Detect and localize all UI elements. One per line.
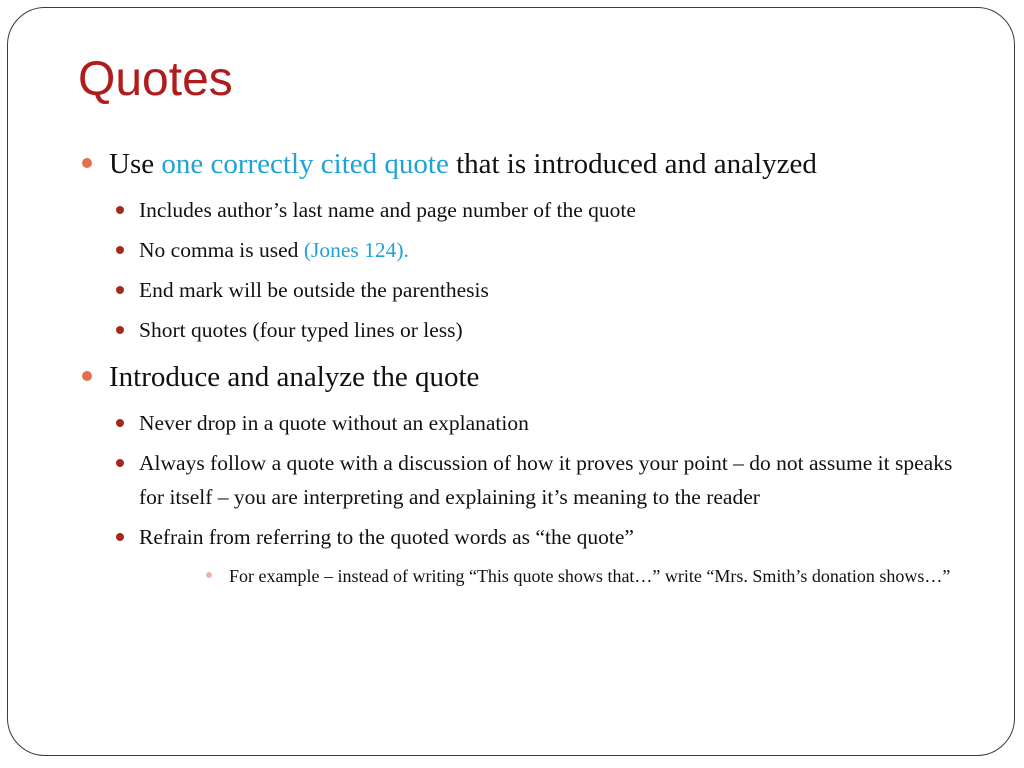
slide	[7, 7, 1015, 756]
citation-example: (Jones 124).	[303, 238, 409, 262]
bullet-text: Includes author’s last name and page number of the quote	[139, 198, 636, 222]
bullet-dot	[82, 158, 92, 168]
bullet-dot	[116, 246, 124, 254]
bullet-dot	[116, 459, 124, 467]
bullet-text: End mark will be outside the parenthesis	[139, 278, 489, 302]
bullet-text: Refrain from referring to the quoted words as “the quote”	[139, 525, 634, 549]
bullet-dot	[116, 419, 124, 427]
bullet-dot	[82, 371, 92, 381]
bullet-dot	[116, 206, 124, 214]
bullet-level2	[80, 193, 970, 227]
bullet-text-prefix: Use	[109, 148, 162, 180]
slide-content	[80, 146, 970, 602]
bullet-level2	[80, 273, 970, 307]
bullet-text: Never drop in a quote without an explanation	[139, 411, 529, 435]
bullet-level2	[80, 233, 970, 267]
bullet-highlight: one correctly cited quote	[161, 148, 449, 180]
bullet-text: Short quotes (four typed lines or less)	[139, 318, 463, 342]
bullet-text: No comma is used	[139, 238, 304, 262]
bullet-dot	[116, 533, 124, 541]
bullet-level2	[80, 406, 970, 440]
bullet-level2	[80, 520, 970, 590]
bullet-level1	[80, 359, 970, 395]
bullet-level2	[80, 313, 970, 347]
bullet-level1	[80, 146, 970, 182]
bullet-dot	[116, 326, 124, 334]
bullet-dot	[206, 572, 212, 578]
sub-bullets	[80, 406, 970, 590]
bullet-level2	[80, 446, 970, 514]
bullet-text: Always follow a quote with a discussion of how it proves your point – do not assume it speaks for itself – you are interpreting and explaining it’s meaning to the reader	[139, 451, 953, 509]
bullet-dot	[116, 286, 124, 294]
bullet-text-suffix: that is introduced and analyzed	[448, 148, 817, 180]
bullet-level3	[139, 562, 970, 590]
bullet-text: Introduce and analyze the quote	[109, 361, 480, 393]
bullet-text: For example – instead of writing “This quote shows that…” write “Mrs. Smith’s donation shows…”	[229, 566, 951, 586]
sub-bullets	[80, 193, 970, 347]
slide-title: Quotes	[78, 53, 233, 106]
